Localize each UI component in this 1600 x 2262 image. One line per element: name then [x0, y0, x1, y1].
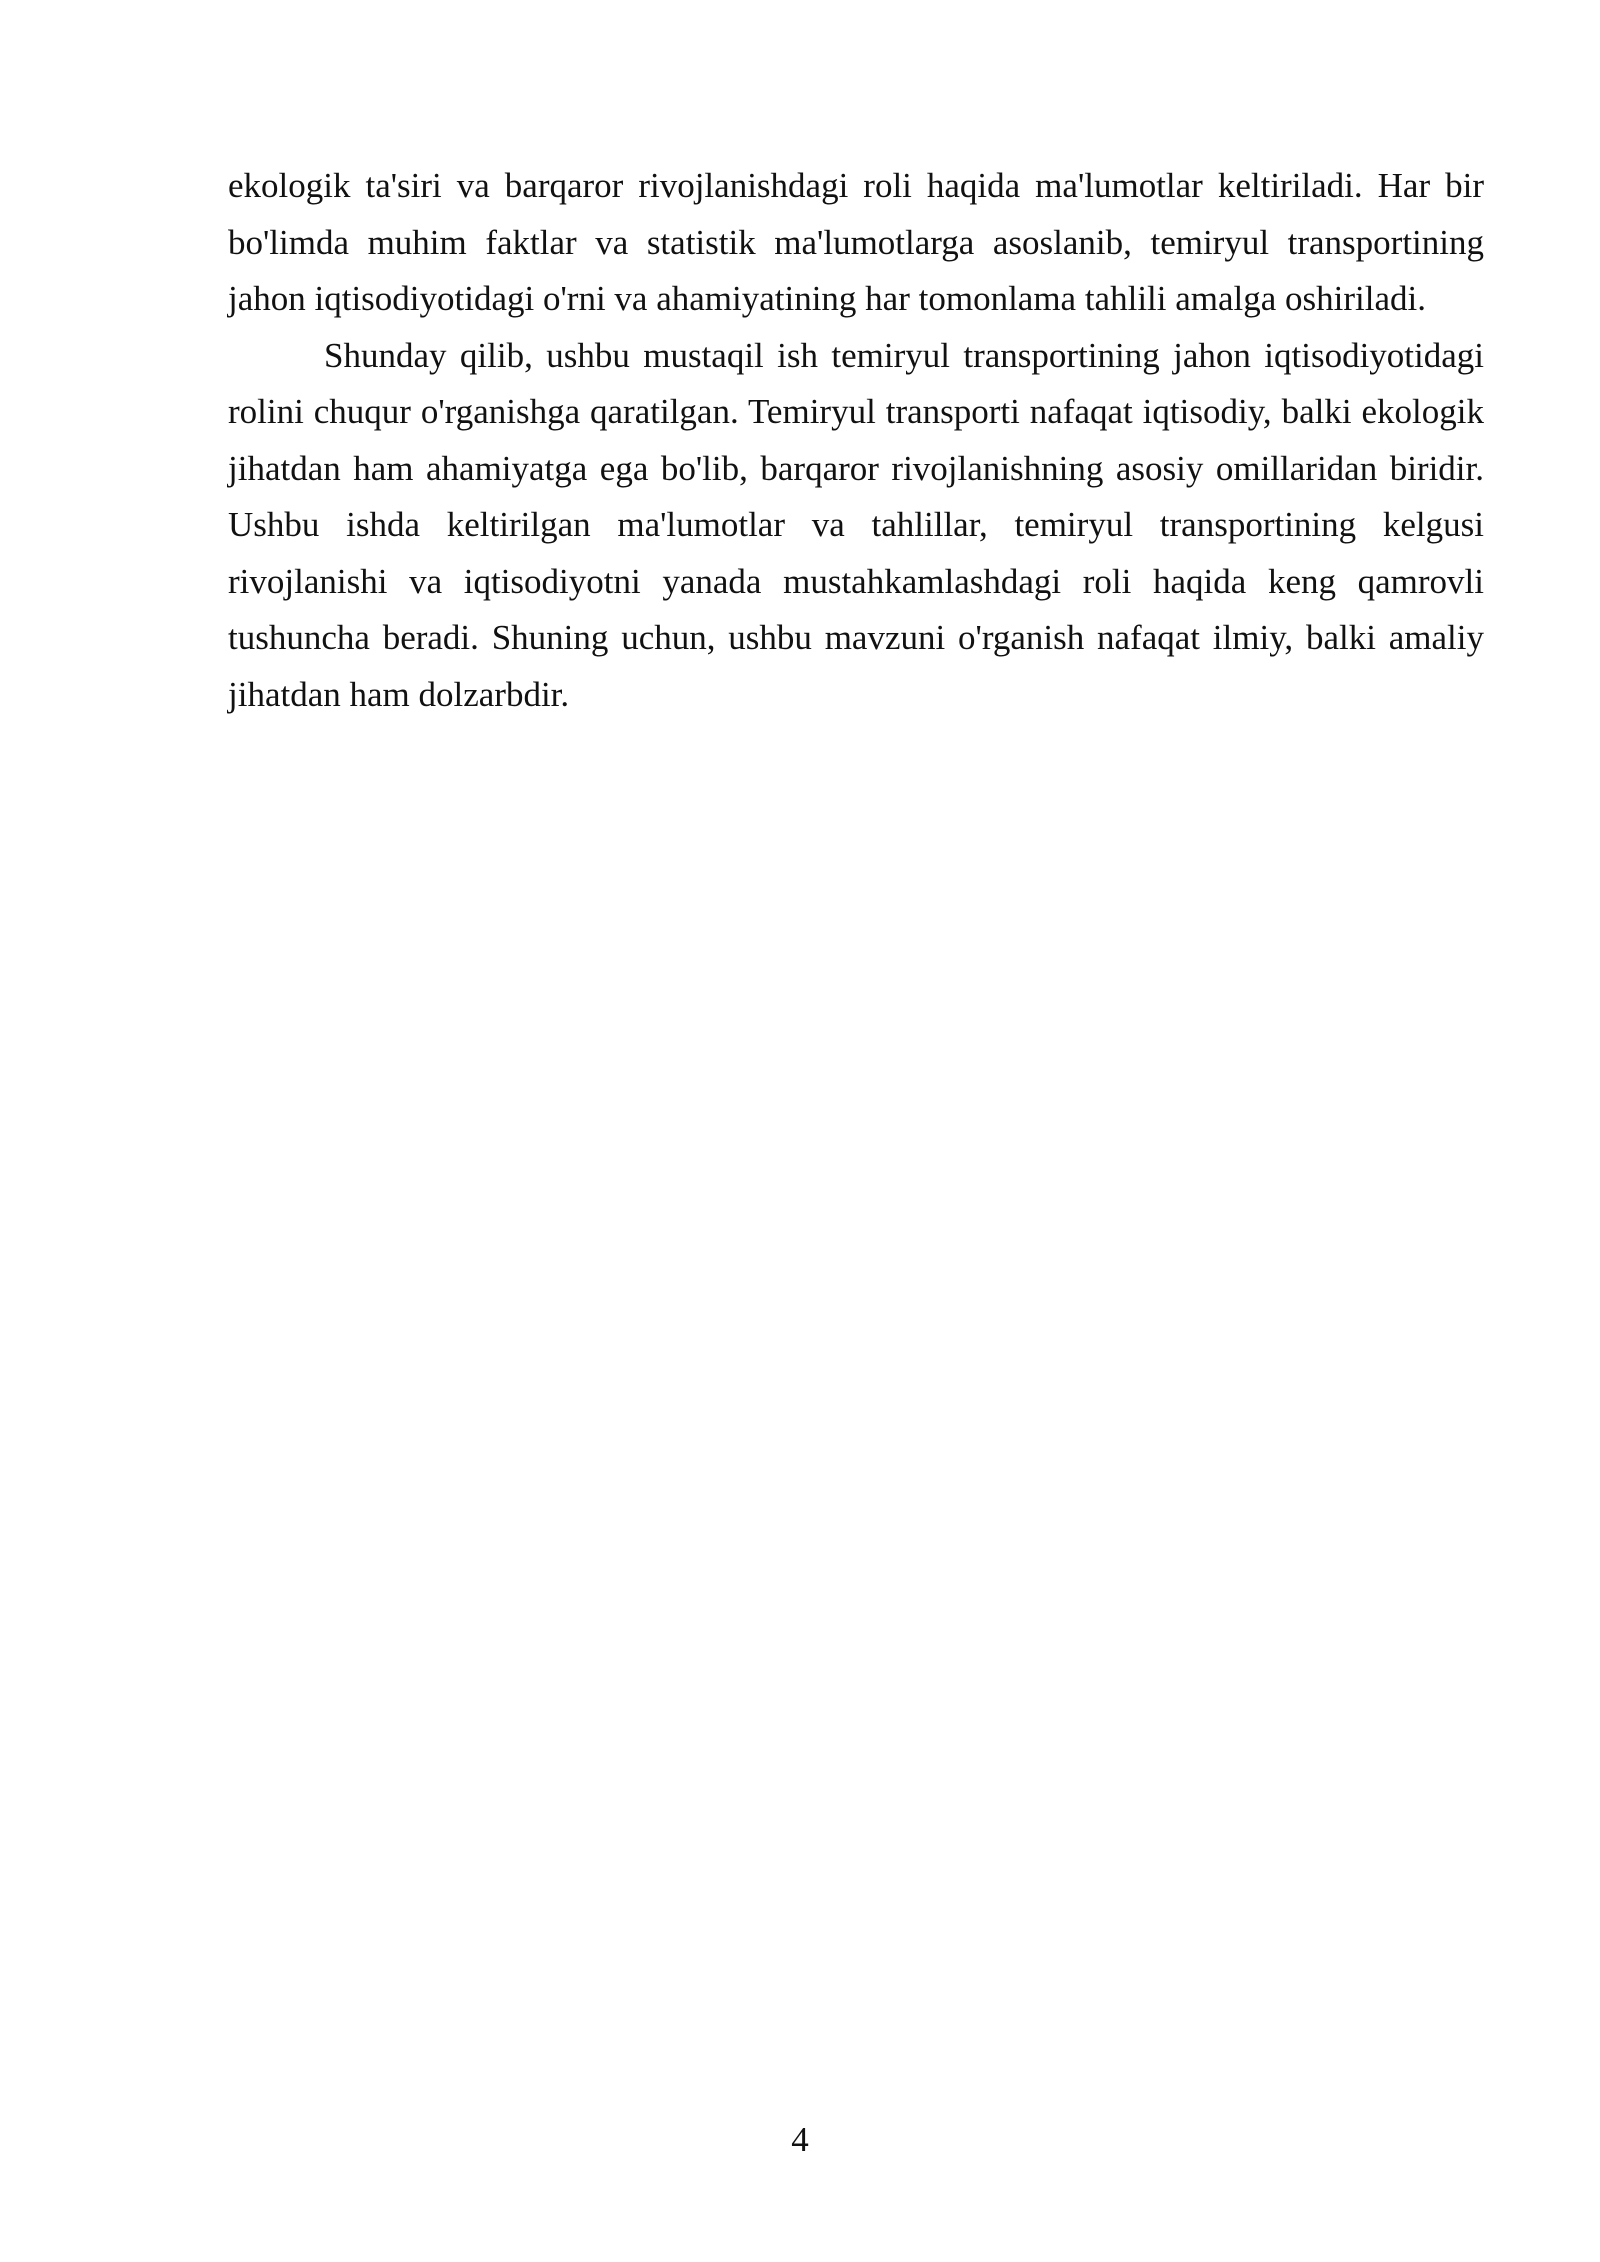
body-text	[228, 158, 1484, 723]
page-number: 4	[791, 2120, 809, 2159]
paragraph-continuation: ekologik ta'siri va barqaror rivojlanishdagi roli haqida ma'lumotlar keltiriladi. Har bir bo'limda muhim faktlar va statistik ma'lumotlarga asoslanib, temiryul transportining jahon iqtisodiyotidagi o'rni va ahamiyatining har tomonlama tahlili amalga oshiriladi.	[228, 166, 1484, 318]
paragraph-conclusion: Shunday qilib, ushbu mustaqil ish temiryul transportining jahon iqtisodiyotidagi rolini chuqur o'rganishga qaratilgan. Temiryul transporti nafaqat iqtisodiy, balki ekologik jihatdan ham ahamiyatga ega bo'lib, barqaror rivojlanishning asosiy omillaridan biridir. Ushbu ishda keltirilgan ma'lumotlar va tahlillar, temiryul transportining kelgusi rivojlanishi va iqtisodiyotni yanada mustahkamlashdagi roli haqida keng qamrovli tushuncha beradi. Shuning uchun, ushbu mavzuni o'rganish nafaqat ilmiy, balki amaliy jihatdan ham dolzarbdir.	[228, 335, 1484, 714]
